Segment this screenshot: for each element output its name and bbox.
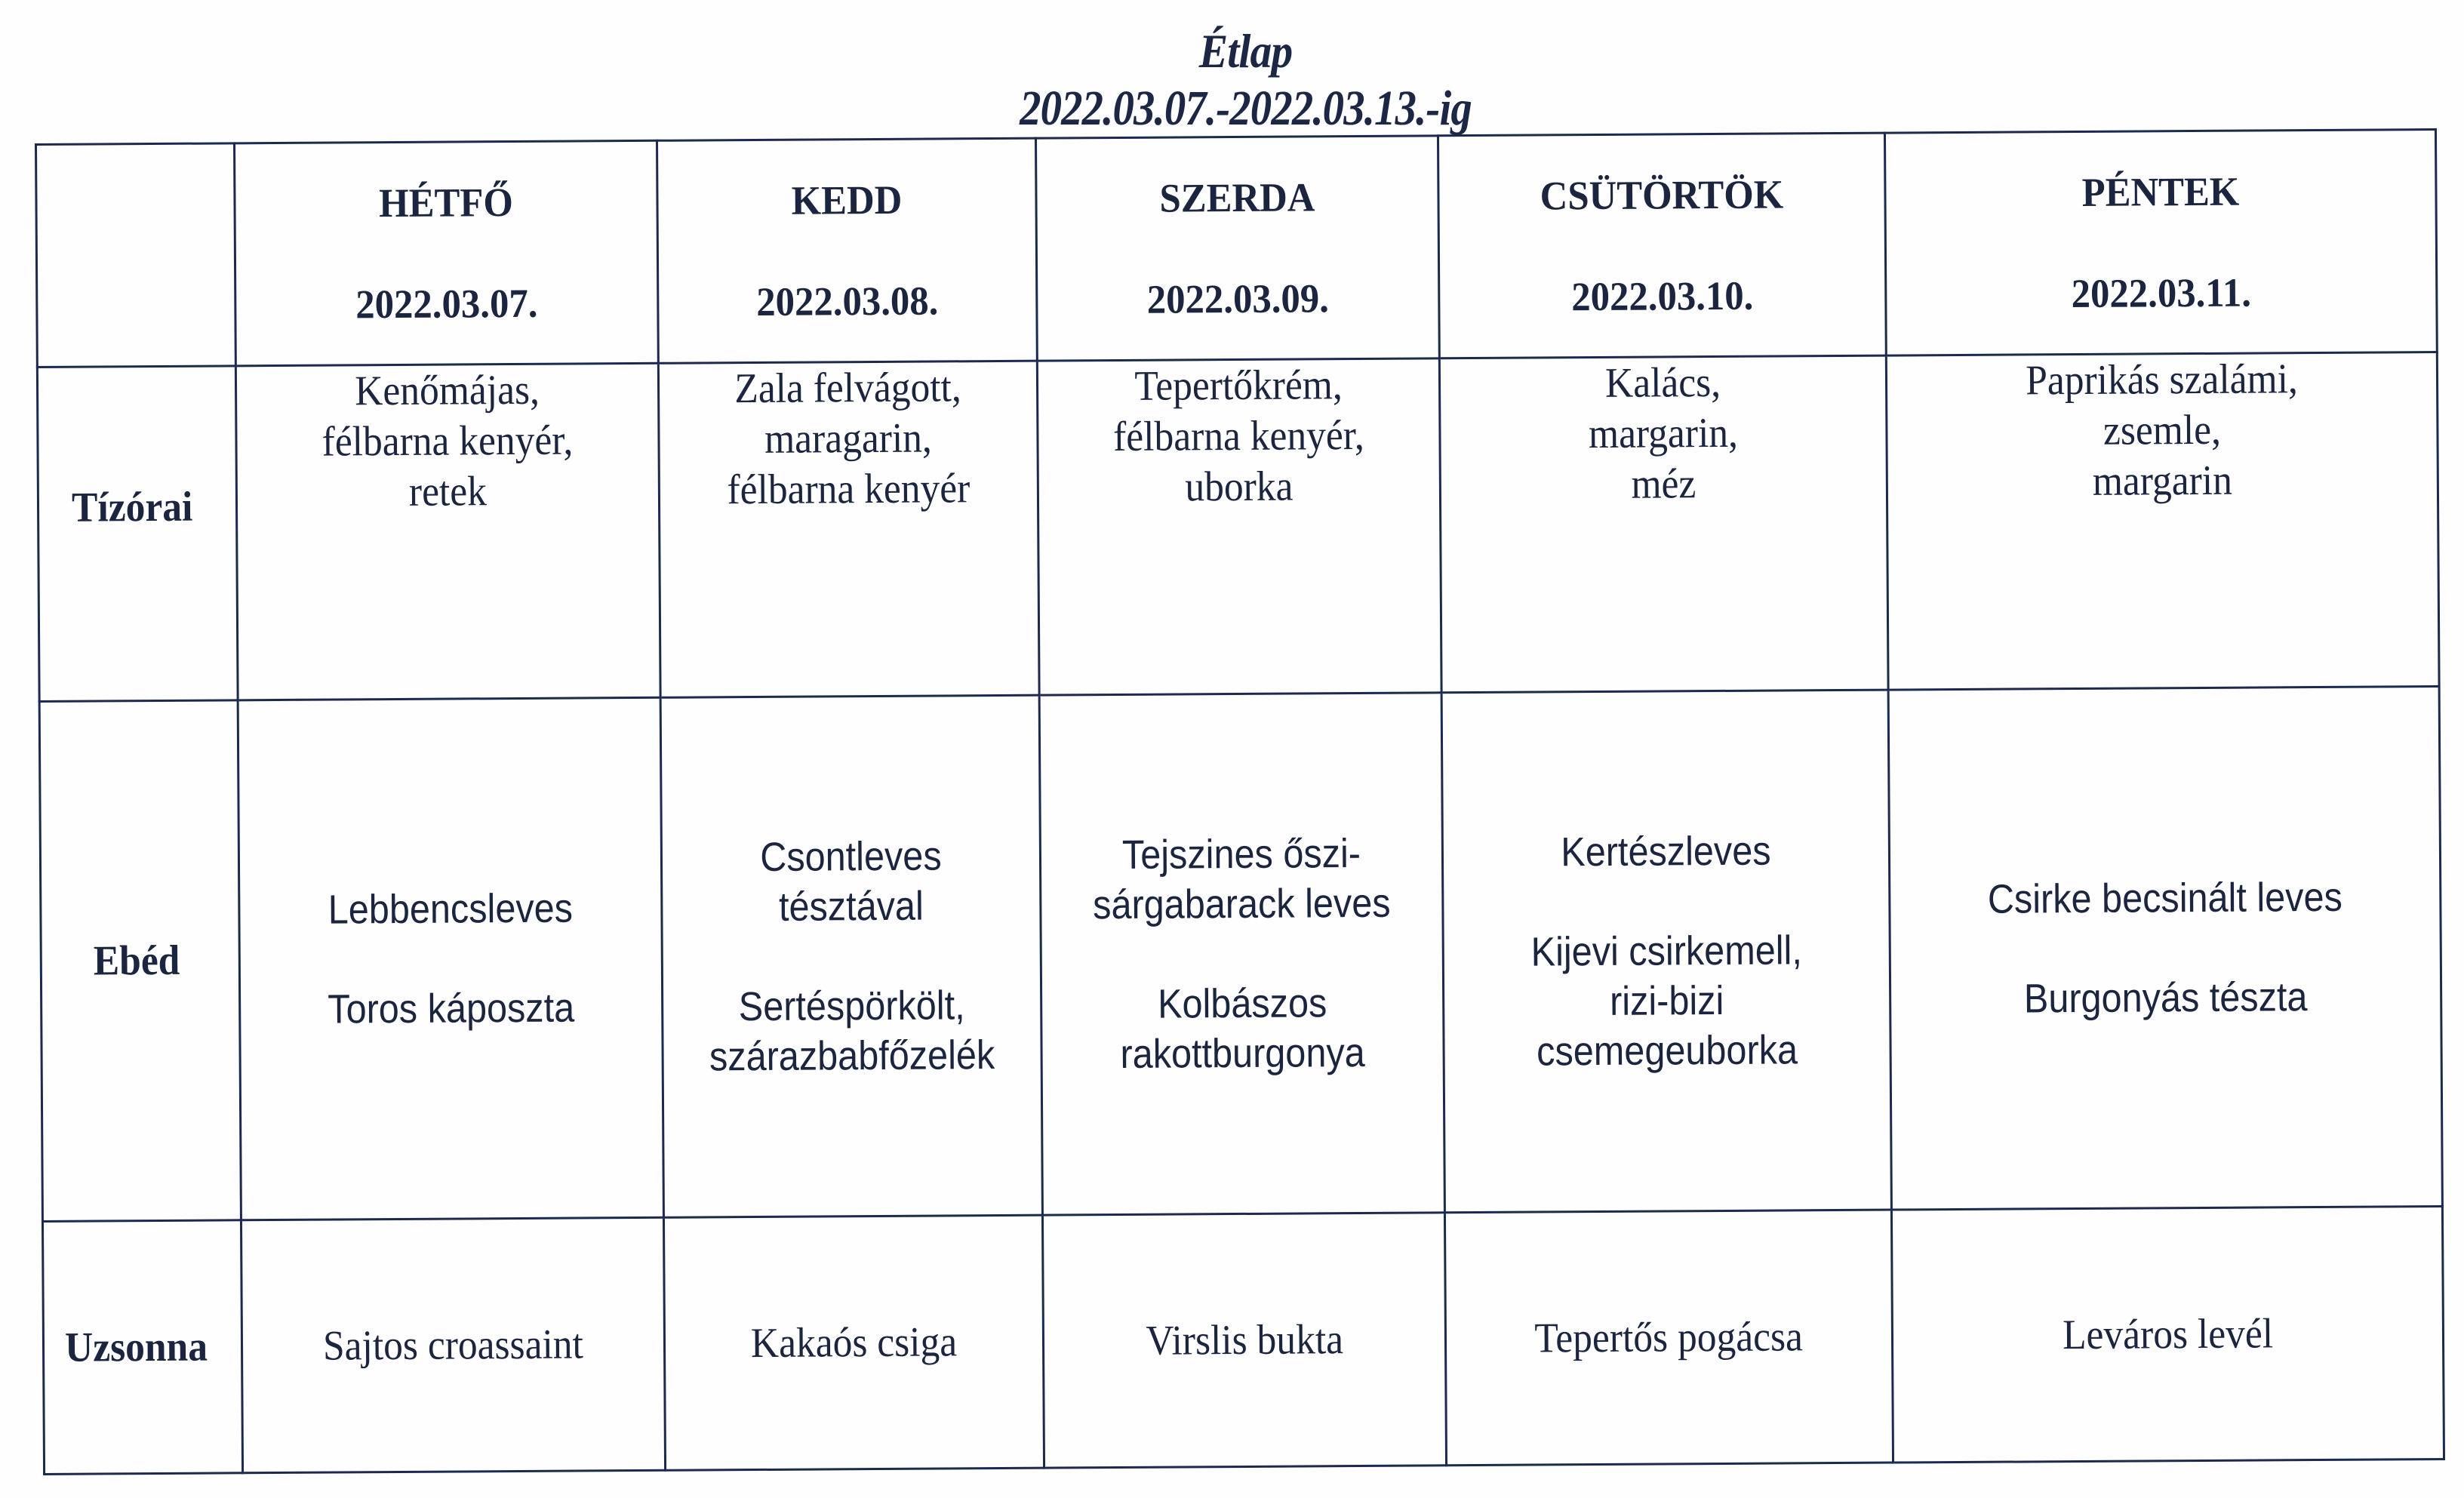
day-header-monday — [235, 140, 659, 366]
soup-line: Kertészleves — [1561, 828, 1771, 875]
main-dish-line: Burgonyás tészta — [2023, 974, 2308, 1022]
meal-label-text: Uzsonna — [65, 1323, 208, 1371]
meal-row-uzsonna — [42, 1206, 2444, 1474]
day-name: PÉNTEK — [2081, 168, 2240, 215]
menu-cell — [658, 361, 1039, 697]
dish-line: margarin — [2092, 457, 2233, 505]
menu-cell — [1042, 1213, 1446, 1468]
dish-line: Kalács, — [1604, 358, 1721, 407]
spacer — [1042, 927, 1442, 980]
dish-line: Paprikás szalámi, — [2026, 355, 2298, 404]
day-date: 2022.03.07. — [355, 280, 538, 327]
main-dish-line: rakottburgonya — [1120, 1029, 1365, 1077]
dish-line: Tepertőkrém, — [1134, 361, 1343, 410]
meal-label-ebed — [39, 700, 241, 1222]
day-header-thursday — [1438, 133, 1886, 358]
dish-line: uborka — [1185, 463, 1294, 511]
day-header-tuesday — [657, 138, 1037, 363]
menu-cell — [1886, 352, 2439, 691]
main-dish-line: Sertéspörkölt, — [738, 983, 965, 1030]
header-row — [36, 130, 2438, 368]
dish-line: Zala felvágott, — [734, 364, 961, 413]
day-header-friday — [1884, 130, 2437, 356]
day-date: 2022.03.10. — [1571, 272, 1754, 319]
dish-line: Kenőmájas, — [355, 366, 540, 415]
dish-line: Sajtos croassaint — [322, 1320, 584, 1370]
dish-line: félbarna kenyér — [727, 465, 971, 514]
menu-cell — [1037, 358, 1441, 695]
soup-line: Lebbencsleves — [328, 885, 574, 933]
meal-label-uzsonna — [42, 1220, 242, 1475]
day-date: 2022.03.09. — [1146, 275, 1330, 322]
meal-label-text: Ebéd — [93, 937, 180, 985]
day-name: CSÜTÖRTÖK — [1540, 171, 1784, 218]
spacer — [663, 930, 1040, 983]
day-name: KEDD — [791, 177, 903, 223]
document-period: 2022.03.07.-2022.03.13.-ig — [1020, 81, 1472, 136]
menu-cell — [1444, 1210, 1893, 1466]
document-title: Étlap — [1198, 24, 1293, 78]
day-name: SZERDA — [1159, 174, 1315, 221]
main-dish-line: csemegeuborka — [1537, 1027, 1798, 1075]
soup-line: tésztával — [778, 883, 924, 930]
meal-label-tizorai — [37, 366, 238, 702]
main-dish-line: Kijevi csirkemell, — [1530, 927, 1803, 975]
menu-cell — [238, 697, 663, 1220]
soup-line: Csirke becsinált leves — [1987, 874, 2343, 922]
dish-line: Tepertős pogácsa — [1534, 1312, 1804, 1362]
spacer — [1444, 875, 1888, 928]
dish-line: margarin, — [1588, 409, 1739, 458]
menu-cell — [663, 1215, 1044, 1470]
dish-line: méz — [1631, 460, 1696, 508]
menu-cell — [660, 695, 1042, 1217]
spacer — [241, 933, 661, 985]
day-header-wednesday — [1035, 136, 1439, 361]
weekly-menu-table — [35, 128, 2445, 1475]
soup-line: Tejszines őszi- — [1121, 830, 1361, 878]
corner-cell — [36, 143, 236, 368]
menu-cell — [1441, 690, 1891, 1213]
day-date: 2022.03.08. — [756, 277, 939, 325]
soup-line: sárgabarack leves — [1092, 880, 1391, 928]
day-date: 2022.03.11. — [2071, 269, 2252, 316]
main-dish-line: Kolbászos — [1157, 980, 1327, 1027]
menu-cell — [1891, 1206, 2444, 1463]
menu-cell — [1439, 355, 1888, 693]
meal-row-tizorai — [37, 352, 2439, 702]
day-name: HÉTFŐ — [378, 179, 514, 226]
dish-line: Kakaós csiga — [750, 1318, 958, 1367]
dish-line: félbarna kenyér, — [321, 417, 574, 466]
meal-row-ebed — [39, 686, 2442, 1221]
main-dish-line: szárazbabfőzelék — [709, 1032, 995, 1080]
menu-cell — [1039, 693, 1444, 1215]
weekly-menu-table-wrapper — [35, 128, 2443, 1473]
meal-label-text: Tízórai — [71, 483, 193, 531]
dish-line: félbarna kenyér, — [1112, 411, 1364, 461]
dish-line: Leváros levél — [2062, 1309, 2274, 1358]
dish-line: maragarin, — [764, 414, 933, 463]
soup-line: Csontleves — [760, 833, 942, 880]
main-dish-line: rizi-bizi — [1609, 977, 1724, 1024]
spacer — [1891, 921, 2440, 975]
menu-cell — [241, 1217, 665, 1473]
dish-line: retek — [408, 468, 488, 515]
menu-cell — [1888, 686, 2442, 1210]
dish-line: zsemle, — [2103, 406, 2222, 454]
menu-cell — [235, 363, 660, 700]
dish-line: Virslis bukta — [1145, 1315, 1344, 1364]
main-dish-line: Toros káposzta — [328, 985, 575, 1032]
